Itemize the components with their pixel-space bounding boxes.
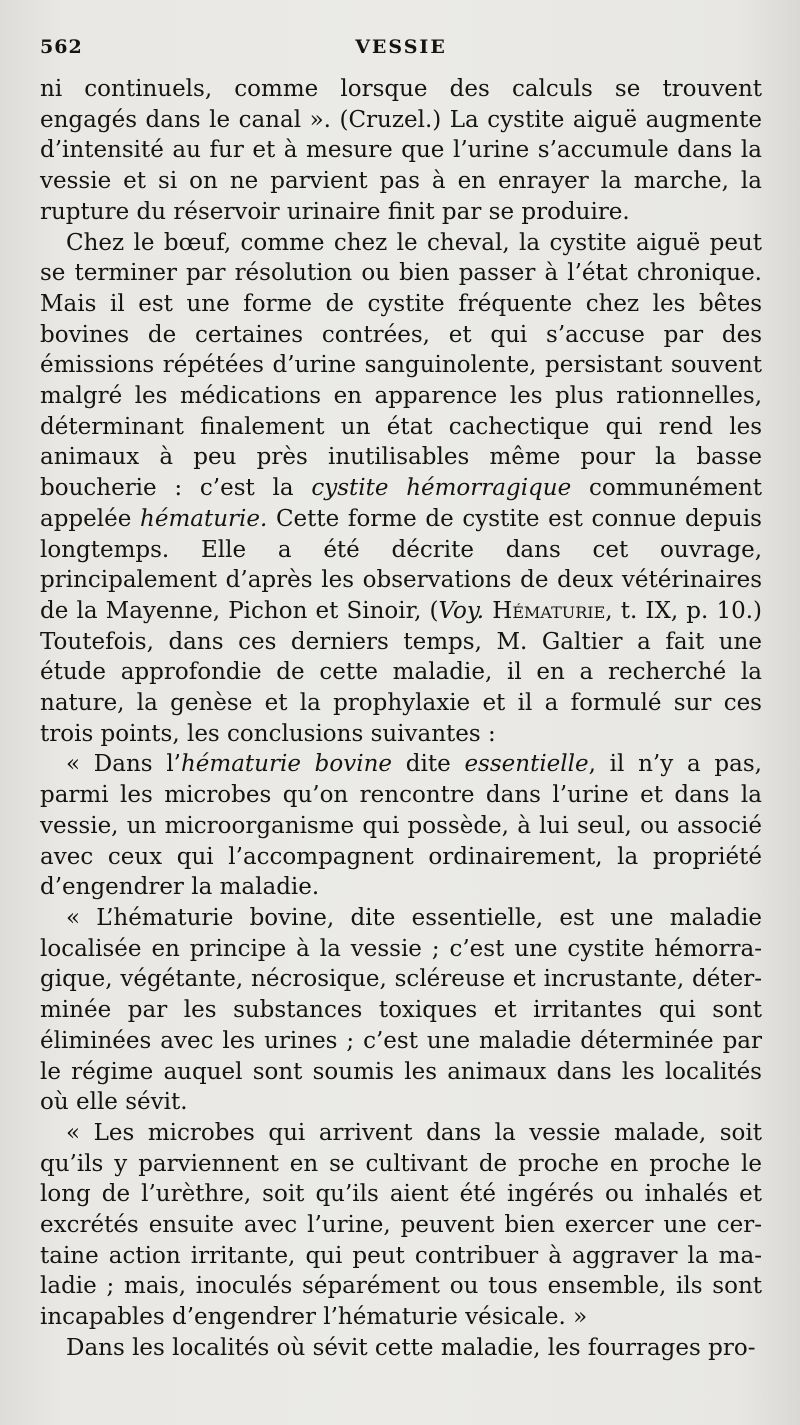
italic-text: essentielle: [464, 751, 589, 778]
italic-text: hématurie.: [140, 505, 268, 532]
paragraph: [40, 749, 762, 903]
italic-text: cystite hémorragique: [311, 475, 572, 502]
text-segment: « Les microbes qui arrivent dans la vessie malade, soit qu’ils y parviennent en se cultivant de proche en proche le long de l’urèthre, soit qu’ils aient été ingérés ou inhalés et excrétés ensuite avec l’urine, peuvent bien exercer une certaine action irritante, qui peut contribuer à aggraver la maladie ; mais, inoculés séparément ou tous ensemble, ils sont incapables d’engendrer l’hématurie vésicale. »: [40, 1119, 762, 1331]
text-segment: dite: [392, 751, 465, 778]
paragraph: [40, 228, 762, 750]
small-caps-text: Hématurie: [492, 597, 606, 624]
text-segment: « Dans l’: [66, 751, 181, 778]
text-segment: Chez le bœuf, comme chez le cheval, la cystite aiguë peut se terminer par résolution ou bien passer à l’état chronique. Mais il est une forme de cystite fréquente chez les bêtes bovines de certaines contrées, et qui s’accuse par des émissions répétées d’urine sanguinolente, persistant souvent malgré les médications en apparence les plus rationnelles, déterminant finalement un état cachectique qui rend les animaux à peu près inutilisables même pour la basse boucherie : c’est la: [40, 229, 762, 502]
text-segment: communément appelée: [40, 475, 763, 532]
paragraph: [40, 74, 762, 228]
text-segment: Dans les localités où sévit cette maladie, les fourrages pro-: [66, 1334, 756, 1361]
paragraph: [40, 903, 762, 1118]
paragraph: [40, 1118, 762, 1333]
page-header: [40, 30, 762, 74]
text-segment: , il n’y a pas, parmi les microbes qu’on rencontre dans l’urine et dans la vessie, un microorganisme qui possède, à lui seul, ou associé avec ceux qui l’accompagnent ordinairement, la propriété d’engendrer la maladie.: [40, 751, 762, 901]
text-segment: , t. IX, p. 10.) Toutefois, dans ces derniers temps, M. Galtier a fait une étude approfondie de cette maladie, il en a recherché la nature, la genèse et la prophylaxie et il a formulé sur ces trois points, les conclusions suivantes :: [40, 597, 763, 747]
italic-text: Voy.: [438, 597, 485, 624]
text-segment: ni continuels, comme lorsque des calculs se trouvent engagés dans le canal ». (Cruzel.) La cystite aiguë augmente d’intensité au fur et à mesure que l’urine s’accumule dans la vessie et si on ne parvient pas à en enrayer la marche, la rupture du réservoir urinaire finit par se produire.: [40, 76, 762, 225]
page-number: 562: [40, 36, 83, 58]
paragraph: [40, 1333, 762, 1364]
running-head: VESSIE: [355, 36, 447, 58]
text-segment: « L’hématurie bovine, dite essentielle, est une maladie localisée en principe à la vessie ; c’est une cystite hémorragique, végétante, nécrosique, scléreuse et incrustante, déterminée par les substances toxiques et irritantes qui sont éliminées avec les urines ; c’est une maladie déterminée par le régime auquel sont soumis les animaux dans les localités où elle sévit.: [40, 904, 762, 1116]
text-segment: Cette forme de cystite est connue depuis longtemps. Elle a été décrite dans cet ouvrage, principalement d’après les observations de deux vétérinaires de la Mayenne, Pichon et Sinoir, (: [40, 505, 762, 624]
body-text: [40, 74, 762, 1364]
italic-text: hématurie bovine: [180, 751, 393, 778]
